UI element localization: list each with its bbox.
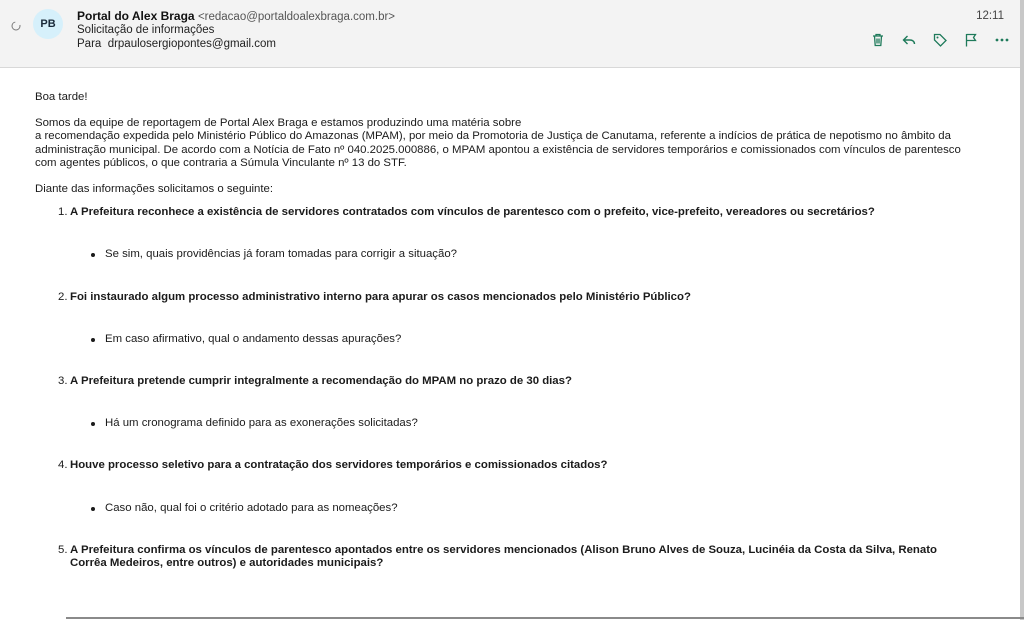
question-subitem: Se sim, quais providências já foram tomadas para corrigir a situação?: [35, 248, 975, 261]
question-subitem: Caso não, qual foi o critério adotado para as nomeações?: [35, 502, 975, 515]
delete-button[interactable]: [866, 30, 889, 50]
message-time: 12:11: [976, 10, 1004, 22]
more-button[interactable]: [990, 30, 1013, 50]
bullet-icon: [91, 338, 95, 342]
scrollbar-thumb[interactable]: [1020, 0, 1024, 620]
question-subitem: Em caso afirmativo, qual o andamento dessas apurações?: [35, 333, 975, 346]
bullet-icon: [91, 253, 95, 257]
to-address[interactable]: drpaulosergiopontes@gmail.com: [107, 38, 276, 50]
message-header: [0, 0, 1020, 68]
question-item: 5. A Prefeitura confirma os vínculos de parentesco apontados entre os servidores mencionados (Alison Bruno Alves de Souza, Lucinéia da Costa da Silva, Renato Corrêa Medeiros, entre outros) e autoridades municipais?: [58, 543, 937, 570]
question-item: 3. A Prefeitura pretende cumprir integralmente a recomendação do MPAM no prazo de 30 dias?: [58, 375, 572, 388]
to-label: Para: [77, 38, 102, 50]
bullet-icon: [91, 507, 95, 511]
question-item: 1. A Prefeitura reconhece a existência de servidores contratados com vínculos de parentesco com o prefeito, vice-prefeito, vereadores ou secretários?: [58, 206, 875, 219]
sender-line: [77, 9, 395, 24]
intro-paragraph-first-line: Somos da equipe de reportagem de Portal Alex Braga e estamos produzindo uma matéria sobre: [35, 117, 522, 130]
question-subitem: Há um cronograma definido para as exonerações solicitadas?: [35, 417, 975, 430]
tag-button[interactable]: [928, 30, 951, 50]
request-intro: Diante das informações solicitamos o seguinte:: [35, 183, 274, 196]
more-icon: [994, 32, 1010, 48]
reply-icon: [901, 32, 917, 48]
trash-icon: [870, 32, 886, 48]
message-actions: [866, 30, 1021, 50]
greeting: Boa tarde!: [35, 91, 88, 103]
select-radio-icon[interactable]: [11, 18, 21, 28]
tag-icon: [932, 32, 948, 48]
bullet-icon: [91, 422, 95, 426]
message-body: [35, 91, 975, 570]
avatar[interactable]: PB: [33, 9, 63, 39]
subject: Solicitação de informações: [77, 24, 215, 36]
reply-button[interactable]: [897, 30, 920, 50]
question-item: 2. Foi instaurado algum processo administrativo interno para apurar os casos mencionados pelo Ministério Público?: [58, 290, 691, 303]
sender-email: <redacao@portaldoalexbraga.com.br>: [197, 11, 396, 23]
recipient-line: [77, 38, 276, 51]
question-item: 4. Houve processo seletivo para a contratação dos servidores temporários e comissionados citados?: [58, 459, 608, 472]
flag-icon: [963, 32, 979, 48]
questions-list: [35, 206, 975, 570]
scrollbar[interactable]: [1020, 0, 1024, 619]
flag-button[interactable]: [959, 30, 982, 50]
sender-name[interactable]: Portal do Alex Braga: [77, 9, 195, 23]
intro-paragraph: a recomendação expedida pelo Ministério Público do Amazonas (MPAM), por meio da Promotoria de Justiça de Canutama, referente a indícios de prática de nepotismo no âmbito da administração municipal. De acordo com a Notícia de Fato nº 040.2025.000886, o MPAM apontou a existência de servidores temporários e comissionados com vínculos de parentesco com agentes públicos, o que contraria a Súmula Vinculante nº 13 do STF.: [35, 130, 961, 169]
